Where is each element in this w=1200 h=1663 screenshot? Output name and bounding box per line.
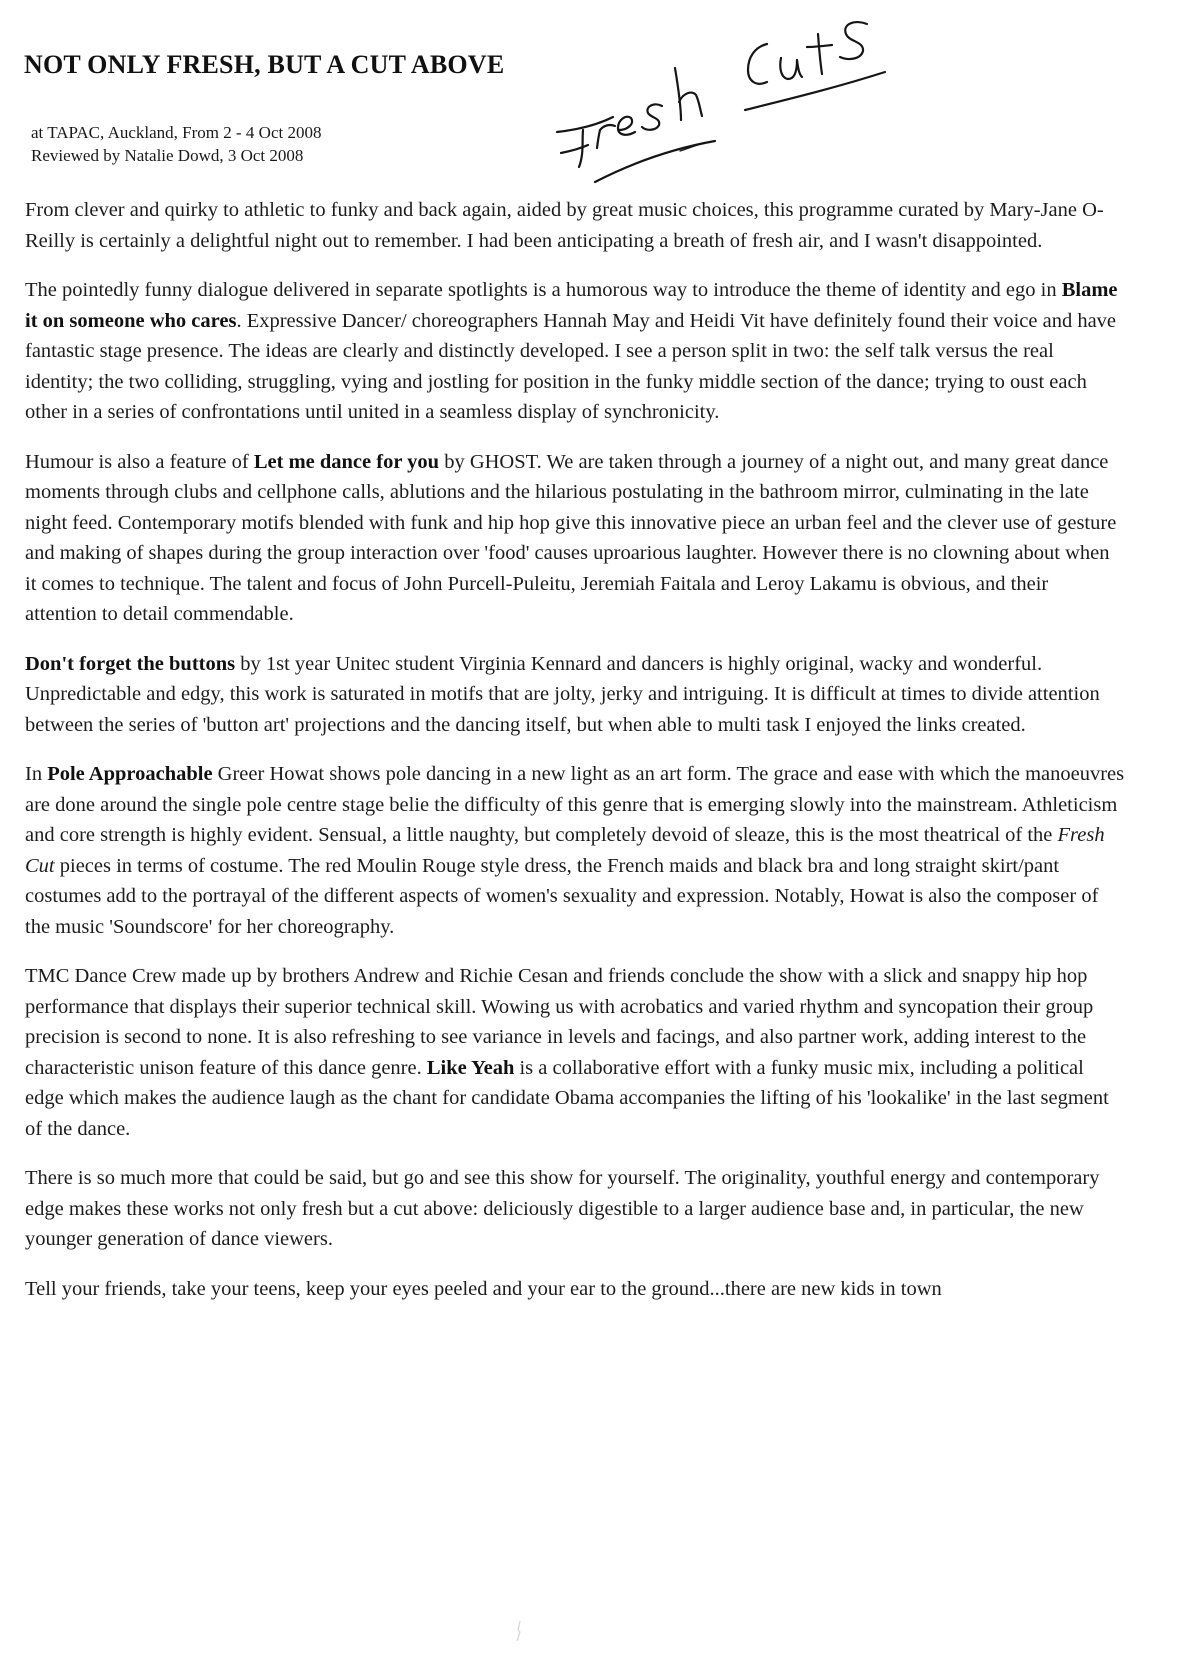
handwritten-fresh-cuts-note [555, 14, 955, 204]
show-title-fresh-cut: Fresh Cut [25, 824, 1105, 877]
work-title-like-yeah: Like Yeah [426, 1056, 515, 1079]
paragraph-like-yeah: TMC Dance Crew made up by brothers Andrew and Richie Cesan and friends conclude the show with a slick and snappy hip hop performance that displays their superior technical skill. Wowing us with acrobatics and varied rhythm and syncopation their group precision is second to none. It is also refreshing to see variance in levels and facings, and also partner work, adding interest to the characteristic unison feature of this dance genre. Like Yeah is a collaborative effort with a funky music mix, including a political edge which makes the audience laugh as the chant for candidate Obama accompanies the lifting of his 'lookalike' in the last segment of the dance. [25, 965, 1109, 1140]
article-meta [31, 121, 321, 167]
paragraph-closing-line: Tell your friends, take your teens, keep your eyes peeled and your ear to the ground...there are new kids in town [25, 1277, 942, 1300]
paragraph-pole-approachable: In Pole Approachable Greer Howat shows pole dancing in a new light as an art form. The grace and ease with which the manoeuvres are done around the single pole centre stage belie the difficulty of this genre that is emerging slowly into the mainstream. Athleticism and core strength is highly evident. Sensual, a little naughty, but completely devoid of sleaze, this is the most theatrical of the Fresh Cut pieces in terms of costume. The red Moulin Rouge style dress, the French maids and black bra and long straight skirt/pant costumes add to the portrayal of the different aspects of women's sexuality and expression. Notably, Howat is also the composer of the music 'Soundscore' for her choreography. [25, 763, 1125, 938]
paragraph-conclusion: There is so much more that could be said, but go and see this show for yourself. The originality, youthful energy and contemporary edge makes these works not only fresh but a cut above: deliciously digestible to a larger audience base and, in particular, the new younger generation of dance viewers. [25, 1167, 1100, 1250]
scan-mark [515, 1620, 523, 1642]
work-title-buttons: Don't forget the buttons [25, 652, 236, 675]
reviewer-line: Reviewed by Natalie Dowd, 3 Oct 2008 [31, 146, 304, 165]
work-title-pole-approachable: Pole Approachable [47, 763, 213, 785]
paragraph-buttons: Don't forget the buttons by 1st year Unitec student Virginia Kennard and dancers is highly original, wacky and wonderful. Unpredictable and edgy, this work is saturated in motifs that are jolty, jerky and intriguing. It is difficult at times to divide attention between the series of 'button art' projections and the dancing itself, but when able to multi task I enjoyed the links created. [25, 652, 1100, 736]
article-title: NOT ONLY FRESH, BUT A CUT ABOVE [24, 50, 505, 79]
article-body [25, 195, 1125, 1323]
paragraph-let-me-dance: Humour is also a feature of Let me dance for you by GHOST. We are taken through a journey of a night out, and many great dance moments through clubs and cellphone calls, ablutions and the hilarious postulating in the bathroom mirror, culminating in the late night feed. Contemporary motifs blended with funk and hip hop give this innovative piece an urban feel and the clever use of gesture and making of shapes during the group interaction over 'food' causes uproarious laughter. However there is no clowning about when it comes to technique. The talent and focus of John Purcell-Puleitu, Jeremiah Faitala and Leroy Lakamu is obvious, and their attention to detail commendable. [25, 450, 1117, 625]
work-title-blame-it: Blame it on someone who cares [25, 279, 1118, 332]
paragraph-blame-it: The pointedly funny dialogue delivered in separate spotlights is a humorous way to introduce the theme of identity and ego in Blame it on someone who cares. Expressive Dancer/ choreographers Hannah May and Heidi Vit have definitely found their voice and have fantastic stage presence. The ideas are clearly and distinctly developed. I see a person split in two: the self talk versus the real identity; the two colliding, struggling, vying and jostling for position in the funky middle section of the dance; trying to oust each other in a series of confrontations until united in a seamless display of synchronicity. [25, 279, 1118, 423]
venue-line: at TAPAC, Auckland, From 2 - 4 Oct 2008 [31, 123, 322, 142]
work-title-let-me-dance: Let me dance for you [253, 450, 440, 473]
paragraph-intro: From clever and quirky to athletic to funky and back again, aided by great music choices, this programme curated by Mary-Jane O-Reilly is certainly a delightful night out to remember. I had been anticipating a breath of fresh air, and I wasn't disappointed. [25, 199, 1104, 252]
